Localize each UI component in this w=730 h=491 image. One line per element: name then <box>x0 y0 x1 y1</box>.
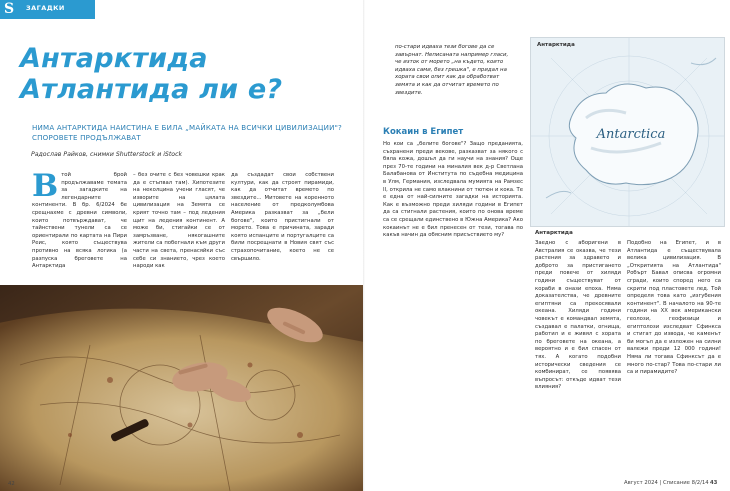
headline-line-1: Антарктида <box>20 43 208 74</box>
map-title: Antarctica <box>596 127 666 142</box>
section-tag <box>0 0 95 19</box>
body-column-2: – без очите с без човешки крак да е стъпвал там). Хипотезите на неколцина учени гласят, че изворите на цялата цивилизация на Земята се крият точно там – под ледения щит на ледения континент. А може би, стигайки се от замръзване, някогашните жители са побегнали към други части на света, пренасяйки със себе си знанието, чрез което народи как <box>133 172 225 270</box>
section-label: ЗАГАДКИ <box>26 4 65 12</box>
old-map-photo <box>0 285 365 491</box>
antarctica-map-svg <box>531 38 725 227</box>
issue-footer: Август 2024 | Списание 8/2/14 <box>624 480 709 486</box>
right-page <box>365 0 730 491</box>
right-column-1: Но кои са „белите богове"? Защо преданията, съхранени преди векове, разказват за някого с бяла кожа, дошъл да ги научи на знания? Още през 70-те години на миналия век д-р Светлана Балабанова от Института по съдебна медицина в Улм, Германия, изследвала мумията на Рамзес II, открила не само влакнини от тютюн и кока. Те е една от най-силните загадки на историята. Как е възможно преди хиляди години в Египет да са стигнали растения, които по онова време са се срещали единствено в Южна Америка? Ако кокаинът не е бил пренесен от тези, тогава по какъв начин да обясним присъствието му? <box>383 141 523 239</box>
right-column-3: Подобно на Египет, и в Атлантида е съществувала велика цивилизация. В „Откритията на Атлантида" Робърт Бавал описва огромни сгради, които според него са скрити под пластовете лед. Той определя това като „изгубения континент". В началото на 90-те години на ХХ век американски геолози, геофизици и египтолози изследват Сфинкса и стигат до извода, че каменът би могъл да е изложен на силни валежи преди 12 000 години! Няма ли тогава Сфинксът да е много по-стар? Това по-стари ли са и пирамидите? <box>627 240 721 376</box>
body-text: той брой продължаваме темата за загадките на легендарните континенти. В бр. 6/2024 бе срещнахме с древни символи, които потвърждават, че тайнствени тунели са се ориентирали по картата на Пири Реис, която съществува противно на всяка логика (а разпуска бреговете на Антарктида <box>32 172 127 270</box>
continued-text: по-стари идваха тези богове да се завърнат. Неписаната например гласи, че изток от морето „на където, които идваха сами, без грешка", е придал на хората свои опит как да обработват земята и как да отчитат времето по звездите. <box>395 44 509 96</box>
s-logo-icon: S <box>4 1 15 17</box>
antarctica-map <box>530 37 725 227</box>
body-column-3: да създадат свои собствени култури, как да строят пирамиди, как да отчитат времето по звездите... Митовете на коренното население от предколумбова Америка разказват за „бели богове", които пристигнали от морето. Това е причината, заради която испанците и португалците са били посрещнати в Новия свят със страхопочитание, което не се свършило. <box>231 172 334 262</box>
right-column-2: Заедно с аборигени в Австралия се оказва, че тези растения за здравето и доброто за пристигането преди повече от хиляди години съществуват от кораби в онази епоха. Няма доказателства, че древните египтяни са прекосявали океана. Хиляди години човекът е командвал земята, създавал е палатки, огнища, работил и е живял с хората по бреговете на океана, а вероятно и е бил спасен от тях. А когато подобни исторически сведения се комбинират, се появява въпросът: откъде идват тези влияния? <box>535 240 621 391</box>
map-label: Антарктида <box>537 42 575 48</box>
subheading: Кокаин в Египет <box>383 127 464 137</box>
body-column-1 <box>32 172 127 286</box>
article-deck: НИМА АНТАРКТИДА НАИСТИНА Е БИЛА „МАЙКАТА НА ВСИЧКИ ЦИВИЛИЗАЦИИ"? СПОРОВЕТЕ ПРОДЪЛЖАВАТ <box>32 123 343 142</box>
byline: Радослав Райков, снимки Shutterstock и iStock <box>31 151 183 158</box>
headline-line-2: Атлантида ли е? <box>20 74 283 105</box>
page-number-left: 42 <box>8 481 15 487</box>
dropcap: В <box>32 172 59 204</box>
map-caption: Антарктида <box>535 230 573 236</box>
article-photo <box>0 285 365 491</box>
page-number-right: 43 <box>710 480 718 486</box>
